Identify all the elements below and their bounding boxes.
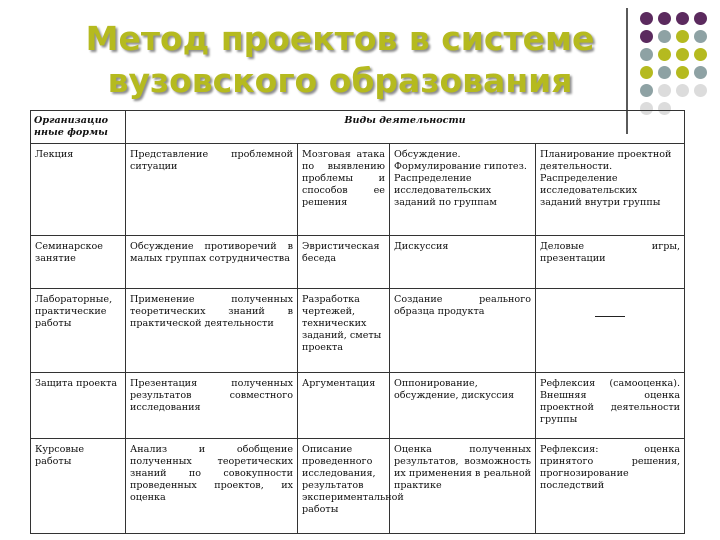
decorative-dot	[694, 84, 707, 97]
table-cell: Рефлексия: оценка принятого решения, прогнозирование последствий	[536, 439, 685, 534]
decorative-dot	[658, 12, 671, 25]
slide-title	[60, 18, 620, 102]
table-cell: Деловые игры, презентации	[536, 236, 685, 289]
dash-placeholder	[595, 316, 625, 317]
table-cell-form: Лекция	[31, 144, 126, 236]
decorative-dot	[640, 30, 653, 43]
decorative-dot	[676, 30, 689, 43]
table-cell: Мозговая атака по выявлению проблемы и способов ее решения	[298, 144, 390, 236]
table-cell: Презентация полученных результатов совместного исследования	[126, 373, 298, 439]
table-cell: Разработка чертежей, технических заданий, сметы проекта	[298, 289, 390, 373]
header-organizational-forms: Организацио нные формы	[31, 111, 126, 144]
table-cell: Эвристическая беседа	[298, 236, 390, 289]
table-cell: Анализ и обобщение полученных теоретических знаний по совокупности проведенных проектов, их оценка	[126, 439, 298, 534]
table-cell-form: Курсовые работы	[31, 439, 126, 534]
decorative-dot	[676, 84, 689, 97]
decorative-dot	[640, 84, 653, 97]
decorative-dot	[640, 48, 653, 61]
decorative-dot	[676, 48, 689, 61]
table-row	[31, 289, 685, 373]
table-cell: Планирование проектной деятельности. Распределение исследовательских заданий внутри группы	[536, 144, 685, 236]
decorative-dot	[658, 66, 671, 79]
table-cell: Рефлексия (самооценка). Внешняя оценка проектной деятельности группы	[536, 373, 685, 439]
table-cell: Создание реального образца продукта	[390, 289, 536, 373]
decorative-dot	[658, 84, 671, 97]
table-cell: Обсуждение. Формулирование гипотез. Распределение исследовательских заданий по группам	[390, 144, 536, 236]
decorative-dot	[658, 30, 671, 43]
table-cell: Описание проведенного исследования, результатов экспериментальной работы	[298, 439, 390, 534]
table-header-row	[31, 111, 685, 144]
table-cell: Дискуссия	[390, 236, 536, 289]
table-cell-form: Защита проекта	[31, 373, 126, 439]
decorative-dot	[676, 66, 689, 79]
table-row	[31, 236, 685, 289]
table-cell: Обсуждение противоречий в малых группах сотрудничества	[126, 236, 298, 289]
decorative-dot	[694, 30, 707, 43]
decorative-dot-grid	[640, 12, 720, 122]
activities-table	[30, 110, 685, 534]
table-cell: Применение полученных теоретических знаний в практической деятельности	[126, 289, 298, 373]
table-row	[31, 144, 685, 236]
decorative-dot	[676, 12, 689, 25]
table-cell-empty	[536, 289, 685, 373]
slide-title-line-2: вузовского образования	[107, 61, 573, 100]
decorative-dot	[694, 66, 707, 79]
header-activity-types: Виды деятельности	[126, 111, 685, 144]
table-row	[31, 373, 685, 439]
decorative-dot	[658, 48, 671, 61]
table-cell: Представление проблемной ситуации	[126, 144, 298, 236]
decorative-dot	[640, 66, 653, 79]
decorative-dot	[694, 12, 707, 25]
table-cell-form: Лабораторные, практические работы	[31, 289, 126, 373]
table-cell: Аргументация	[298, 373, 390, 439]
slide-title-line-1: Метод проектов в системе	[85, 19, 595, 58]
table-cell: Оценка полученных результатов, возможность их применения в реальной практике	[390, 439, 536, 534]
table-cell-form: Семинарское занятие	[31, 236, 126, 289]
decorative-dot	[640, 12, 653, 25]
table-cell: Оппонирование, обсуждение, дискуссия	[390, 373, 536, 439]
decorative-dot	[694, 48, 707, 61]
table-row	[31, 439, 685, 534]
